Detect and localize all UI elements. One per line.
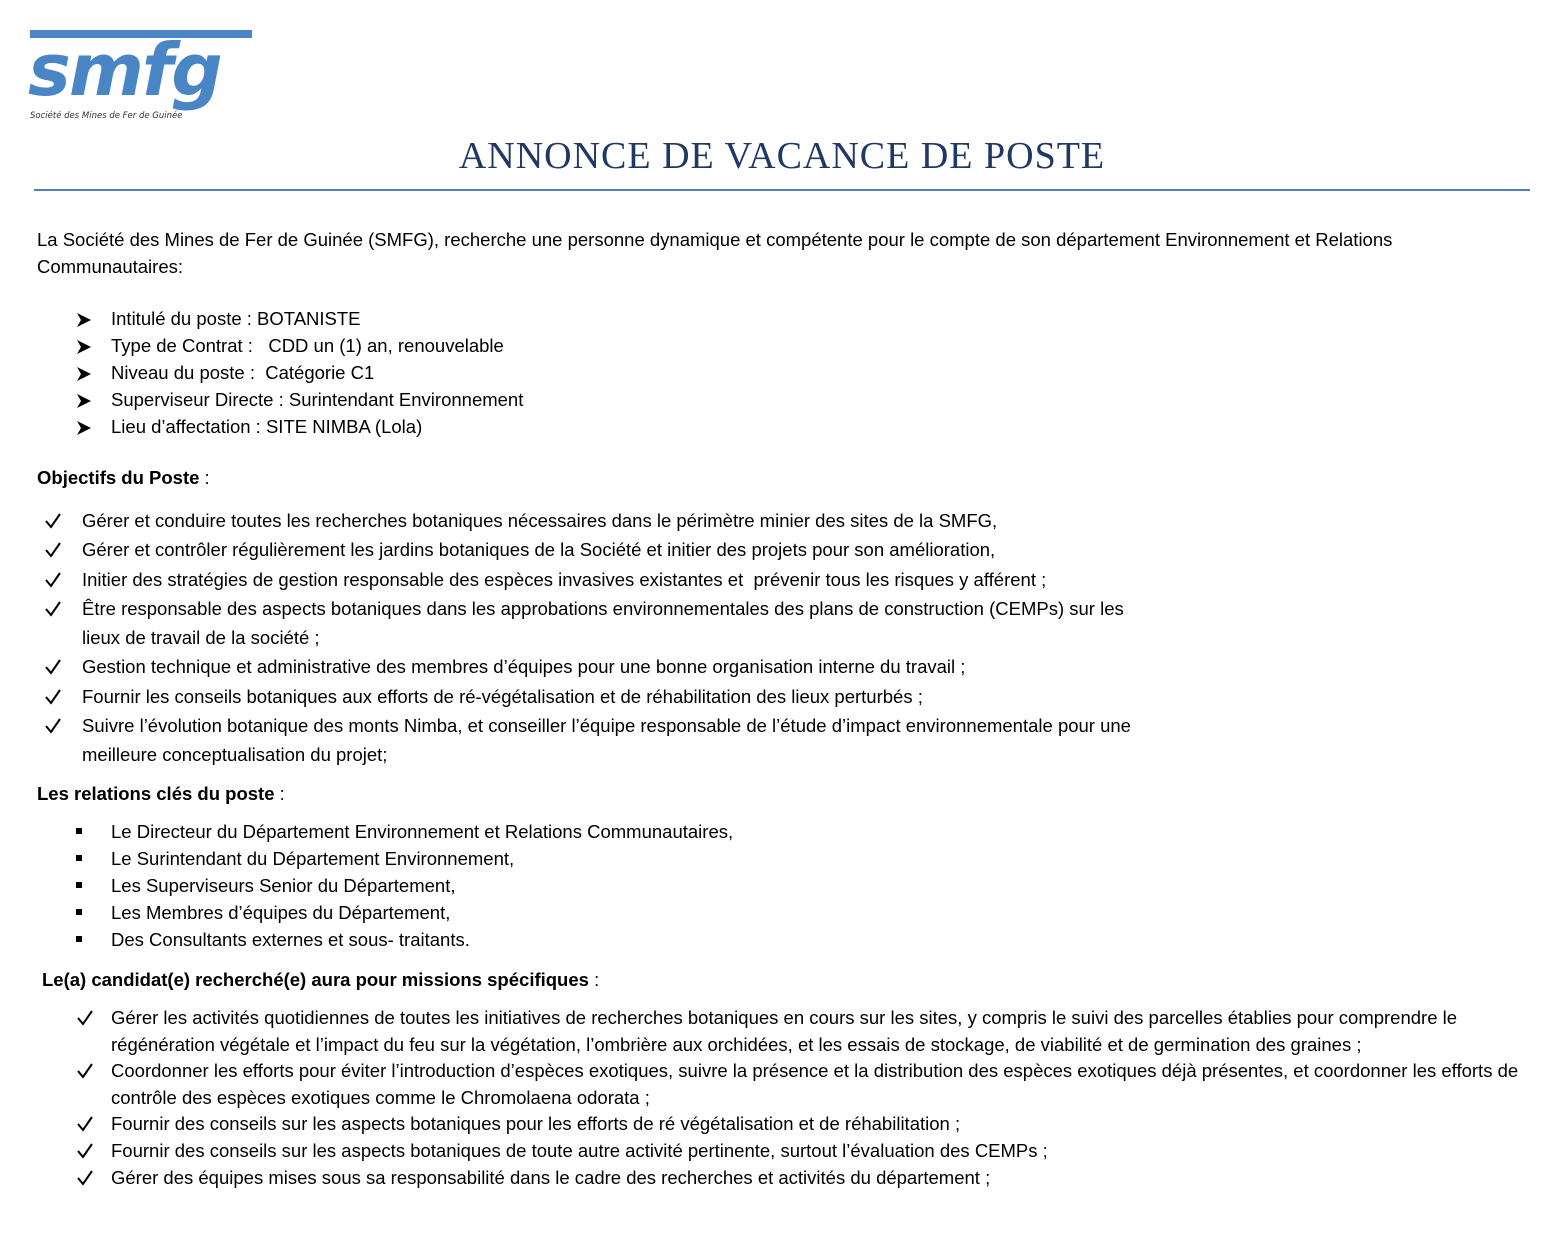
checkmark-icon [44,568,62,597]
list-item [76,332,976,359]
list-item: Le Directeur du Département Environnement et Relations Communautaires, [76,818,976,845]
checkmark-icon [76,1168,94,1195]
square-bullet-icon [76,936,82,942]
list-item [76,305,976,332]
arrowhead-bullet-icon [76,416,92,443]
svg-text:Société des Mines de Fer de Gu: Société des Mines de Fer de Guinée [30,111,183,121]
checkmark-icon [44,538,62,567]
list-item: Des Consultants externes et sous- traitants. [76,926,976,953]
list-item: Fournir des conseils sur les aspects botaniques de toute autre activité pertinente, surtout l’évaluation des CEMPs ; [76,1138,1531,1165]
list-item: Fournir les conseils botaniques aux efforts de ré-végétalisation et de réhabilitation des lieux perturbés ; [44,682,1164,711]
job-details-list [76,305,976,440]
relations-heading: Les relations clés du poste : [37,783,285,804]
list-item: Gérer et contrôler régulièrement les jardins botaniques de la Société et initier des projets pour son amélioration, [44,535,1164,564]
missions-heading: Le(a) candidat(e) recherché(e) aura pour missions spécifiques : [42,969,600,990]
smfg-logo-icon [28,28,256,130]
square-bullet-icon [76,909,82,915]
checkmark-icon [76,1008,94,1035]
list-item: Initier des stratégies de gestion responsable des espèces invasives existantes et prévenir tous les risques y afférent ; [44,565,1164,594]
checkmark-icon [44,597,62,626]
objectives-heading: Objectifs du Poste : [37,467,210,488]
checkmark-icon [44,685,62,714]
job-detail-contract: Type de Contrat : CDD un (1) an, renouvelable [111,335,504,356]
square-bullet-icon [76,882,82,888]
list-item: Les Superviseurs Senior du Département, [76,872,976,899]
objectives-list [44,506,1164,770]
intro-paragraph: La Société des Mines de Fer de Guinée (SMFG), recherche une personne dynamique et compétente pour le compte de son département Environnement et Relations Communautaires: [37,229,1393,277]
job-detail-supervisor: Superviseur Directe : Surintendant Environnement [111,389,524,410]
checkmark-icon [76,1141,94,1168]
title-divider [34,189,1530,191]
job-detail-location: Lieu d’affectation : SITE NIMBA (Lola) [111,416,423,437]
list-item [76,359,976,386]
checkmark-icon [44,714,62,743]
job-detail-title: Intitulé du poste : BOTANISTE [111,308,361,329]
company-logo [28,28,256,130]
checkmark-icon [76,1114,94,1141]
list-item: Gérer et conduire toutes les recherches botaniques nécessaires dans le périmètre minier des sites de la SMFG, [44,506,1164,535]
list-item: Gérer des équipes mises sous sa responsabilité dans le cadre des recherches et activités du département ; [76,1165,1531,1192]
list-item: Suivre l’évolution botanique des monts Nimba, et conseiller l’équipe responsable de l’étude d’impact environnementale pour une meilleure conceptualisation du projet; [44,711,1164,770]
job-detail-level: Niveau du poste : Catégorie C1 [111,362,375,383]
checkmark-icon [44,509,62,538]
square-bullet-icon [76,855,82,861]
list-item: Gérer les activités quotidiennes de toutes les initiatives de recherches botaniques en cours sur les sites, y compris le suivi des parcelles établies pour comprendre le régénération végétale et l’impact du feu sur la végétation, l’ombrière aux orchidées, et les essais de stockage, de viabilité et de germination des graines ; [76,1005,1531,1058]
page-title: ANNONCE DE VACANCE DE POSTE [458,135,1106,177]
arrowhead-bullet-icon [76,335,92,362]
arrowhead-bullet-icon [76,389,92,416]
arrowhead-bullet-icon [76,308,92,335]
list-item: Le Surintendant du Département Environnement, [76,845,976,872]
svg-text:smfg: smfg [28,28,221,112]
checkmark-icon [44,655,62,684]
list-item: Être responsable des aspects botaniques dans les approbations environnementales des plans de construction (CEMPs) sur les lieux de travail de la société ; [44,594,1164,653]
list-item: Gestion technique et administrative des membres d’équipes pour une bonne organisation interne du travail ; [44,652,1164,681]
list-item: Les Membres d’équipes du Département, [76,899,976,926]
arrowhead-bullet-icon [76,362,92,389]
list-item: Coordonner les efforts pour éviter l’introduction d’espèces exotiques, suivre la présence et la distribution des espèces exotiques déjà présentes, et coordonner les efforts de contrôle des espèces exotiques comme le Chromolaena odorata ; [76,1058,1531,1111]
relations-list [76,818,976,953]
list-item: Fournir des conseils sur les aspects botaniques pour les efforts de ré végétalisation et de réhabilitation ; [76,1111,1531,1138]
list-item [76,386,976,413]
list-item [76,413,976,440]
missions-list [76,1005,1531,1191]
square-bullet-icon [76,828,82,834]
checkmark-icon [76,1061,94,1088]
